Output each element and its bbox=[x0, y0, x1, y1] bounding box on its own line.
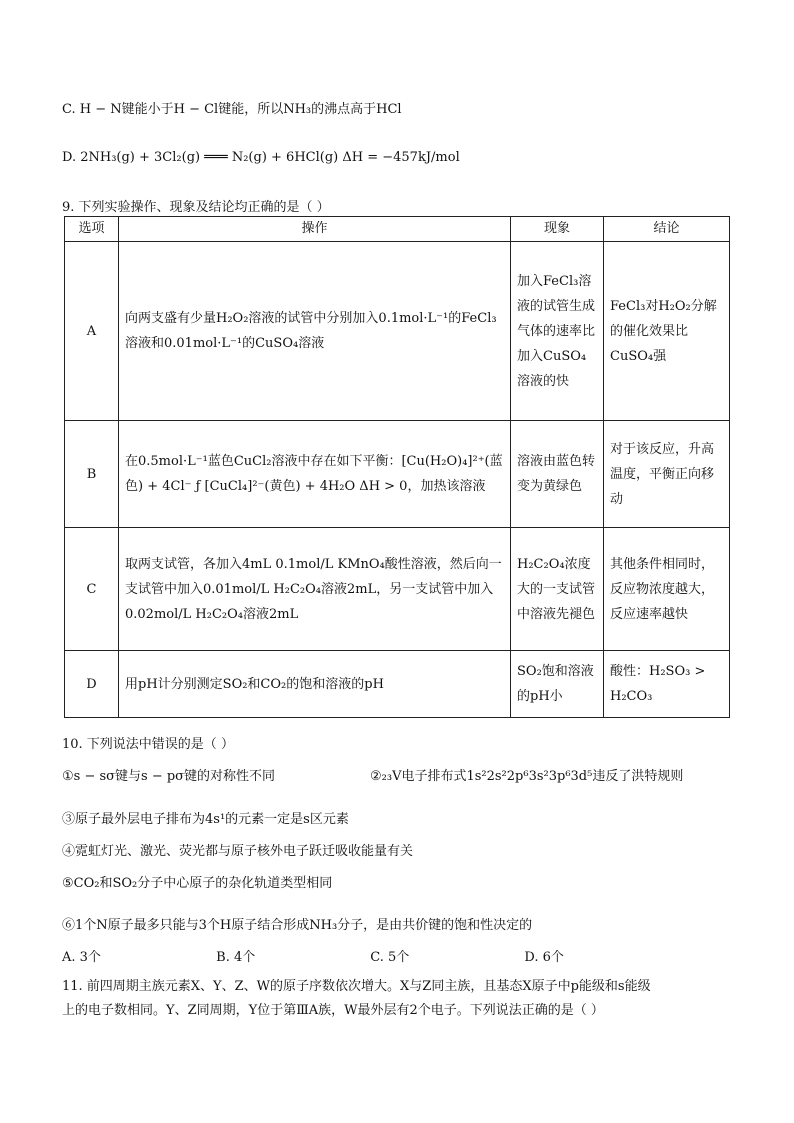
row-operation: 在0.5mol·L⁻¹蓝色CuCl₂溶液中存在如下平衡：[Cu(H₂O)₄]²⁺(蓝色) + 4Cl⁻ ƒ [CuCl₄]²⁻(黄色) + 4H₂O ΔH > 0，加热该溶液 bbox=[119, 421, 511, 528]
q10-stem: 10. 下列说法中错误的是（ ） bbox=[62, 737, 234, 752]
table-header-row bbox=[65, 217, 730, 242]
q10-option-a: A. 3个 bbox=[62, 950, 101, 965]
q8-option-d: D. 2NH₃(g) + 3Cl₂(g) ═══ N₂(g) + 6HCl(g) ΔH = −457kJ/mol bbox=[62, 150, 460, 165]
row-conclusion: FeCl₃对H₂O₂分解的催化效果比CuSO₄强 bbox=[604, 242, 730, 421]
row-phenomenon: SO₂饱和溶液的pH小 bbox=[511, 651, 604, 718]
row-phenomenon: 加入FeCl₃溶液的试管生成气体的速率比加入CuSO₄溶液的快 bbox=[511, 242, 604, 421]
row-operation: 用pH计分别测定SO₂和CO₂的饱和溶液的pH bbox=[119, 651, 511, 718]
row-conclusion: 酸性：H₂SO₃ > H₂CO₃ bbox=[604, 651, 730, 718]
row-option: B bbox=[65, 421, 119, 528]
table-row bbox=[65, 651, 730, 718]
table-row bbox=[65, 242, 730, 421]
q11-stem-line-2: 上的电子数相同。Y、Z同周期，Y位于第ⅢA族，W最外层有2个电子。下列说法正确的是（ ） bbox=[62, 1003, 604, 1018]
q10-option-d: D. 6个 bbox=[524, 950, 564, 965]
q10-statement-2: ②₂₃V电子排布式1s²2s²2p⁶3s²3p⁶3d⁵违反了洪特规则 bbox=[370, 769, 684, 784]
experiment-table bbox=[64, 216, 730, 718]
row-option: A bbox=[65, 242, 119, 421]
q10-statement-5: ⑤CO₂和SO₂分子中心原子的杂化轨道类型相同 bbox=[62, 876, 333, 891]
row-conclusion: 其他条件相同时，反应物浓度越大，反应速率越快 bbox=[604, 528, 730, 651]
q10-statement-3: ③原子最外层电子排布为4s¹的元素一定是s区元素 bbox=[62, 812, 349, 827]
header-option: 选项 bbox=[65, 217, 119, 242]
q10-answer-options bbox=[62, 946, 674, 965]
row-option: C bbox=[65, 528, 119, 651]
q10-option-c: C. 5个 bbox=[370, 950, 410, 965]
row-option: D bbox=[65, 651, 119, 718]
row-phenomenon: H₂C₂O₄浓度大的一支试管中溶液先褪色 bbox=[511, 528, 604, 651]
row-conclusion: 对于该反应，升高温度，平衡正向移动 bbox=[604, 421, 730, 528]
q8-option-c: C. H − N键能小于H − Cl键能，所以NH₃的沸点高于HCl bbox=[62, 102, 402, 117]
header-operation: 操作 bbox=[119, 217, 511, 242]
q10-statement-6: ⑥1个N原子最多只能与3个H原子结合形成NH₃分子，是由共价键的饱和性决定的 bbox=[62, 918, 533, 933]
q10-statement-1: ①s − sσ键与s − pσ键的对称性不同 bbox=[62, 769, 276, 784]
row-phenomenon: 溶液由蓝色转变为黄绿色 bbox=[511, 421, 604, 528]
header-conclusion: 结论 bbox=[604, 217, 730, 242]
q9-stem: 9. 下列实验操作、现象及结论均正确的是（ ） bbox=[62, 200, 330, 215]
row-operation: 向两支盛有少量H₂O₂溶液的试管中分别加入0.1mol·L⁻¹的FeCl₃溶液和0.01mol·L⁻¹的CuSO₄溶液 bbox=[119, 242, 511, 421]
table-row bbox=[65, 528, 730, 651]
q11-stem-line-1: 11. 前四周期主族元素X、Y、Z、W的原子序数依次增大。X与Z同主族，且基态X原子中p能级和s能级 bbox=[62, 979, 651, 994]
q10-option-b: B. 4个 bbox=[216, 950, 256, 965]
q10-statement-4: ④霓虹灯光、激光、荧光都与原子核外电子跃迁吸收能量有关 bbox=[62, 844, 414, 859]
table-row bbox=[65, 421, 730, 528]
row-operation: 取两支试管，各加入4mL 0.1mol/L KMnO₄酸性溶液，然后向一支试管中加入0.01mol/L H₂C₂O₄溶液2mL，另一支试管中加入0.02mol/L H₂C₂O₄溶液2mL bbox=[119, 528, 511, 651]
header-phenomenon: 现象 bbox=[511, 217, 604, 242]
